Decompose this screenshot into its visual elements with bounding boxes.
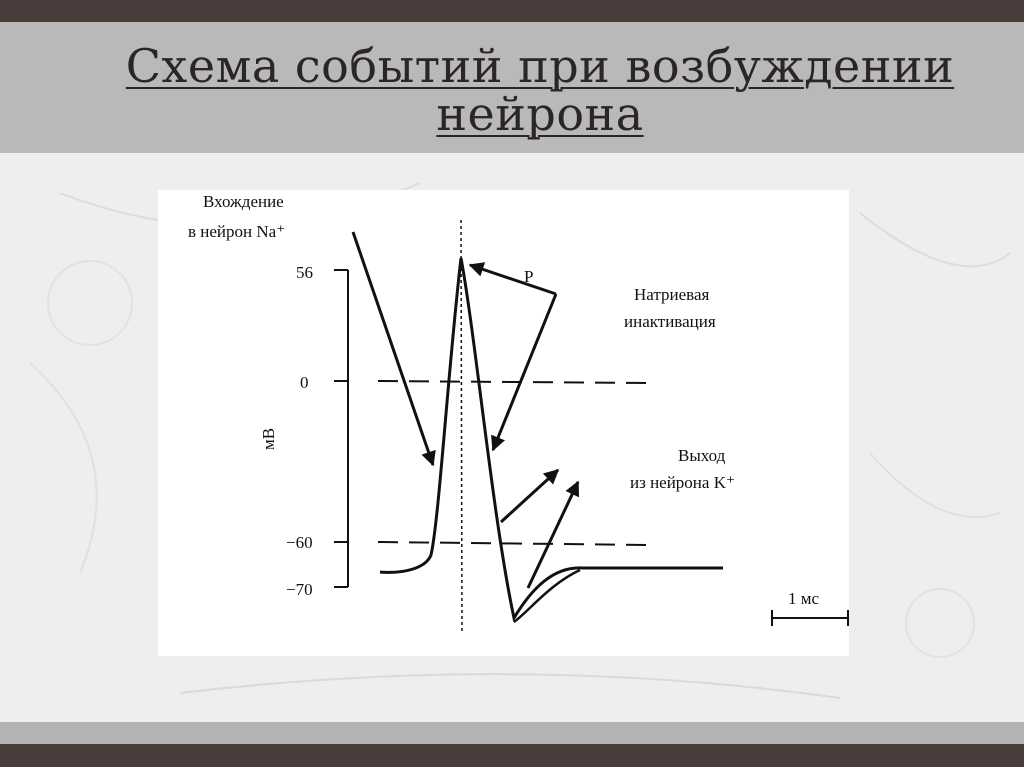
y-tick-label-minus-70: −70: [286, 580, 313, 599]
na-entry-label-line-1: Вхождение: [203, 192, 284, 211]
k-exit-label-line-2: из нейрона K⁺: [630, 473, 735, 492]
slide-title-line-2: нейрона: [436, 87, 644, 141]
peak-time-dotted-line: [461, 220, 462, 632]
bottom-gray-band: [0, 722, 1024, 744]
k-exit-label-line-1: Выход: [678, 446, 726, 465]
na-inactivation-label-line-1: Натриевая: [634, 285, 710, 304]
action-potential-diagram: [158, 190, 849, 656]
y-axis-label: мВ: [259, 427, 278, 450]
y-tick-label-0: 0: [300, 373, 309, 392]
y-tick-label-56: 56: [296, 263, 313, 282]
zero-level-dashed-line: [378, 381, 650, 383]
top-dark-strip: [0, 0, 1024, 22]
inactivation-arrow-to-repolarization: [493, 294, 556, 450]
threshold-dashed-line: [378, 542, 650, 545]
na-inactivation-label-line-2: инактивация: [624, 312, 716, 331]
y-tick-label-minus-60: −60: [286, 533, 313, 552]
curve-label-p: P: [524, 267, 534, 286]
slide-title-line-1: Схема событий при возбуждении: [125, 39, 955, 93]
k-exit-arrow-2: [528, 482, 578, 588]
k-exit-arrow-1: [501, 470, 558, 522]
na-entry-arrow: [353, 232, 433, 465]
bottom-dark-strip: [0, 744, 1024, 767]
slide-title: [100, 39, 980, 141]
action-potential-figure: [158, 190, 849, 656]
inactivation-arrow-to-peak: [470, 265, 556, 294]
na-entry-label-line-2: в нейрон Na⁺: [188, 222, 286, 241]
time-scale-label: 1 мс: [788, 589, 820, 608]
